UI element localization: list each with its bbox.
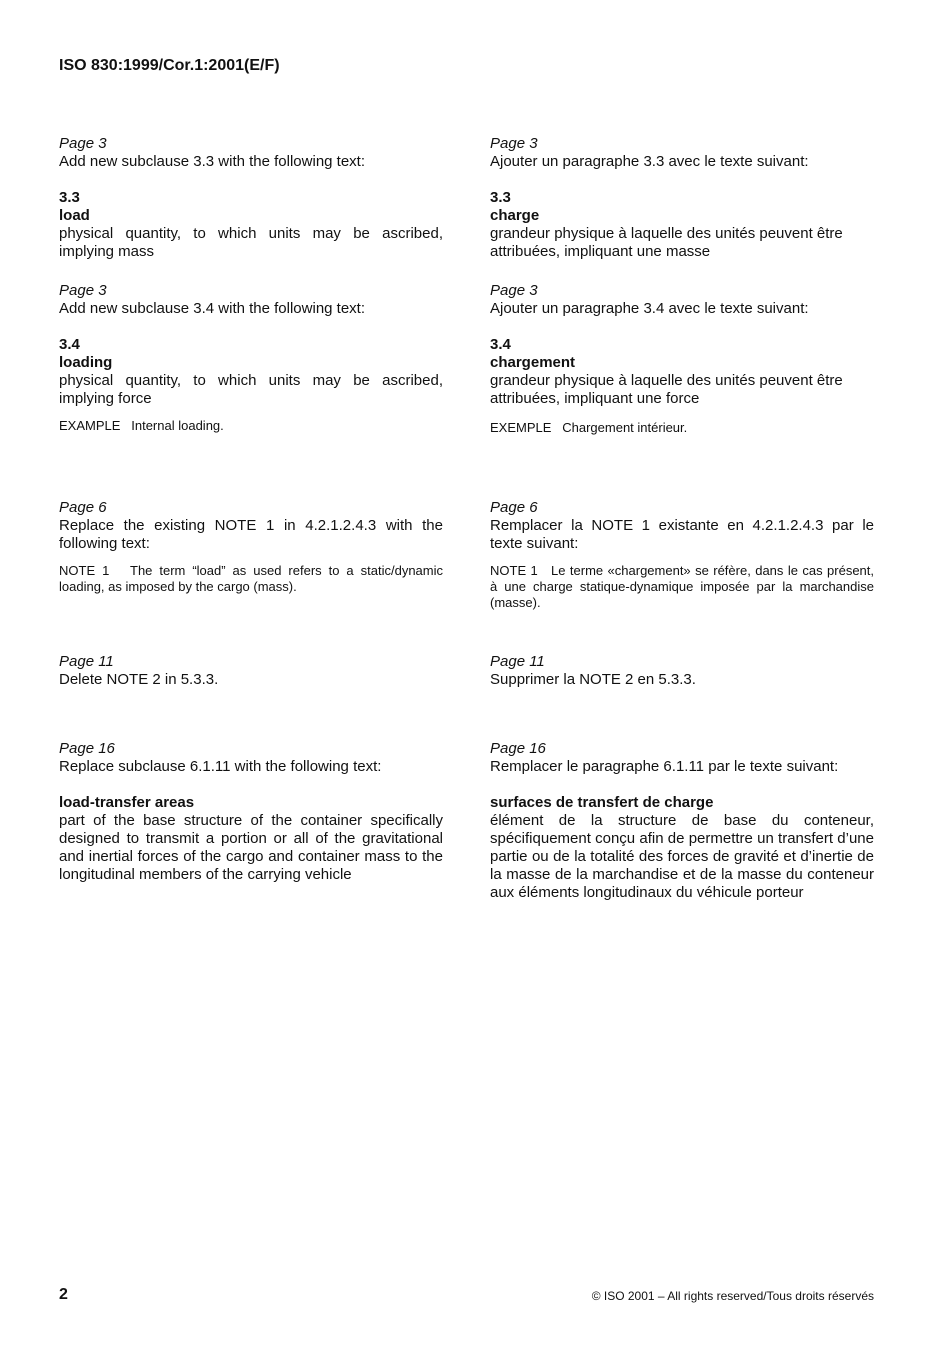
term: loading xyxy=(59,354,113,371)
definition: grandeur physique à laquelle des unités peuvent être attribuées, impliquant une force xyxy=(490,372,843,407)
page-ref: Page 11 xyxy=(59,653,114,670)
page-ref: Page 11 xyxy=(490,653,545,670)
page-ref: Page 3 xyxy=(490,135,538,152)
instruction: Replace the existing NOTE 1 in 4.2.1.2.4.3 with the following text: xyxy=(59,517,443,552)
amendment-6-1-11 xyxy=(490,740,874,902)
instruction: Replace subclause 6.1.11 with the following text: xyxy=(59,758,382,775)
example: EXAMPLE Internal loading. xyxy=(59,418,224,433)
clause-number: 3.3 xyxy=(490,189,511,206)
amendment-delete-note-2 xyxy=(490,653,874,689)
instruction: Ajouter un paragraphe 3.3 avec le texte suivant: xyxy=(490,153,809,170)
definition: part of the base structure of the container specifically designed to transmit a portion or all of the gravitational and inertial forces of the cargo and container mass to the longitudinal members of the carrying vehicle xyxy=(59,812,443,883)
term: load-transfer areas xyxy=(59,794,195,811)
amendment-6-1-11 xyxy=(59,740,443,884)
instruction: Delete NOTE 2 in 5.3.3. xyxy=(59,671,219,688)
instruction: Remplacer la NOTE 1 existante en 4.2.1.2.4.3 par le texte suivant: xyxy=(490,517,874,552)
page-ref: Page 3 xyxy=(59,282,107,299)
page-number: 2 xyxy=(59,1286,68,1303)
term: chargement xyxy=(490,354,576,371)
definition: grandeur physique à laquelle des unités peuvent être attribuées, impliquant une masse xyxy=(490,225,843,260)
page-ref: Page 3 xyxy=(490,282,538,299)
amendment-delete-note-2 xyxy=(59,653,443,689)
note: NOTE 1 Le terme «chargement» se réfère, dans le cas présent, à une charge statique-dynamique imposée par la marchandise (masse). xyxy=(490,563,878,610)
instruction: Ajouter un paragraphe 3.4 avec le texte suivant: xyxy=(490,300,809,317)
amendment-note-1 xyxy=(59,499,447,595)
page-ref: Page 16 xyxy=(59,740,115,757)
copyright-notice: © ISO 2001 – All rights reserved/Tous droits réservés xyxy=(591,1289,874,1303)
amendment-3-3 xyxy=(490,135,874,261)
amendment-3-3 xyxy=(59,135,443,261)
note: NOTE 1 The term “load” as used refers to a static/dynamic loading, as imposed by the cargo (mass). xyxy=(59,563,447,594)
term: charge xyxy=(490,207,540,224)
definition: physical quantity, to which units may be ascribed, implying mass xyxy=(59,225,443,260)
amendment-3-4 xyxy=(59,282,443,434)
page-ref: Page 6 xyxy=(59,499,107,516)
document-header: ISO 830:1999/Cor.1:2001(E/F) xyxy=(59,57,280,74)
page-ref: Page 16 xyxy=(490,740,546,757)
instruction: Remplacer le paragraphe 6.1.11 par le texte suivant: xyxy=(490,758,839,775)
definition: élément de la structure de base du conteneur, spécifiquement conçu afin de permettre un transfert d’une partie ou de la totalité des forces de gravité et d’inertie de la masse de la marchandise et de la masse du conteneur aux éléments longitudinaux du véhicule porteur xyxy=(490,812,874,901)
instruction: Supprimer la NOTE 2 en 5.3.3. xyxy=(490,671,696,688)
definition: physical quantity, to which units may be ascribed, implying force xyxy=(59,372,443,407)
amendment-note-1 xyxy=(490,499,878,611)
clause-number: 3.4 xyxy=(490,336,511,353)
page-ref: Page 6 xyxy=(490,499,538,516)
page-ref: Page 3 xyxy=(59,135,107,152)
instruction: Add new subclause 3.3 with the following text: xyxy=(59,153,366,170)
clause-number: 3.4 xyxy=(59,336,80,353)
amendment-3-4 xyxy=(490,282,874,436)
instruction: Add new subclause 3.4 with the following text: xyxy=(59,300,366,317)
example: EXEMPLE Chargement intérieur. xyxy=(490,420,688,435)
term: load xyxy=(59,207,90,224)
term: surfaces de transfert de charge xyxy=(490,794,714,811)
clause-number: 3.3 xyxy=(59,189,80,206)
